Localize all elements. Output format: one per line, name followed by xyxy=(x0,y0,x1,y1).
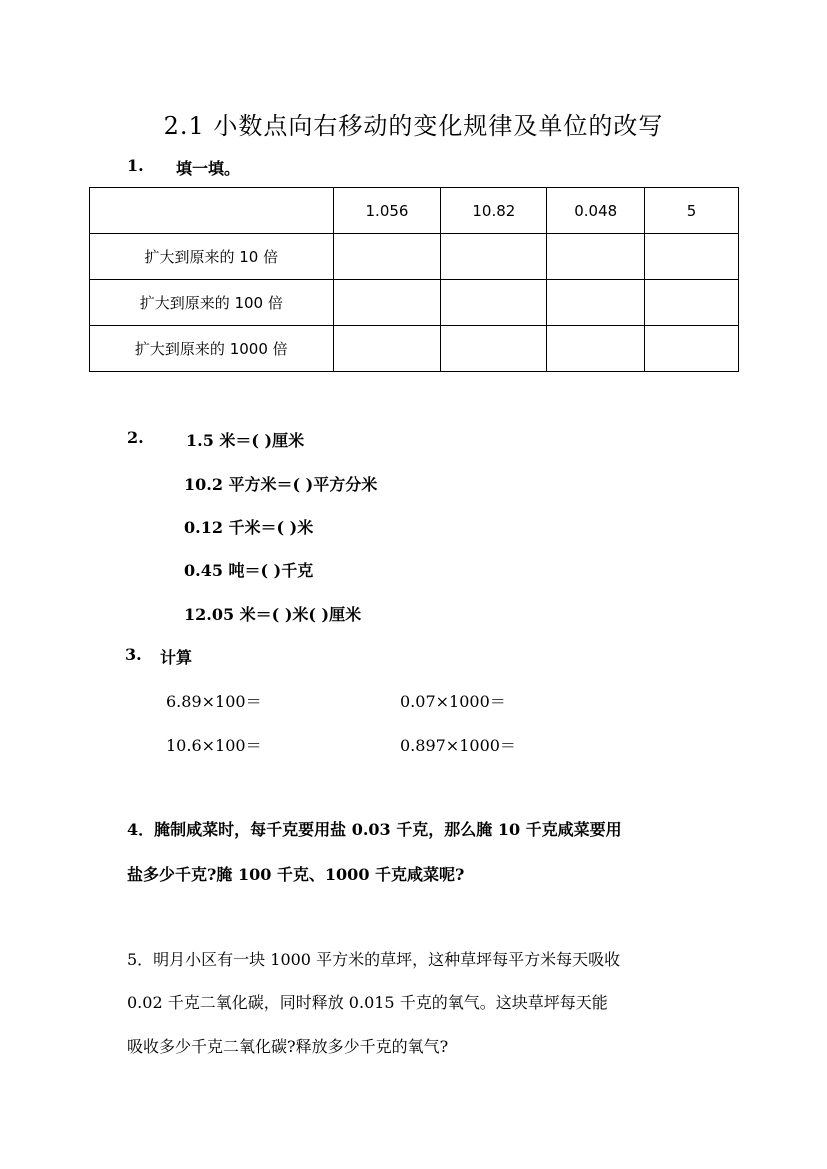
q3-number: 3. xyxy=(125,645,142,664)
row-label: 扩大到原来的 10 倍 xyxy=(90,234,334,280)
q1-number: 1. xyxy=(127,156,144,175)
q2-number: 2. xyxy=(127,428,144,447)
answer-cell[interactable] xyxy=(645,326,739,372)
page-title: 2.1 小数点向右移动的变化规律及单位的改写 xyxy=(163,112,664,140)
answer-cell[interactable] xyxy=(441,234,547,280)
calc-item: 6.89×100＝ xyxy=(166,692,262,711)
answer-cell[interactable] xyxy=(645,234,739,280)
table-header-cell xyxy=(90,188,334,234)
answer-cell[interactable] xyxy=(441,280,547,326)
answer-cell[interactable] xyxy=(333,234,441,280)
table-header-cell: 0.048 xyxy=(547,188,645,234)
q3-instruction: 计算 xyxy=(160,648,193,667)
table-row xyxy=(90,280,739,326)
q4-text-line: 4．腌制咸菜时，每千克要用盐 0.03 千克，那么腌 10 千克咸菜要用 xyxy=(127,820,622,839)
conversion-item: 0.12 千米＝( )米 xyxy=(184,518,314,537)
conversion-item: 1.5 米＝( )厘米 xyxy=(186,431,305,450)
table-header-cell: 1.056 xyxy=(333,188,441,234)
answer-cell[interactable] xyxy=(547,326,645,372)
answer-cell[interactable] xyxy=(441,326,547,372)
answer-cell[interactable] xyxy=(333,326,441,372)
conversion-item: 12.05 米＝( )米( )厘米 xyxy=(184,605,362,624)
q1-instruction: 填一填。 xyxy=(176,159,241,178)
q5-text-line: 5．明月小区有一块 1000 平方米的草坪，这种草坪每平方米每天吸收 xyxy=(127,950,621,969)
calc-item: 10.6×100＝ xyxy=(166,736,262,755)
conversion-item: 10.2 平方米＝( )平方分米 xyxy=(184,475,378,494)
row-label: 扩大到原来的 100 倍 xyxy=(90,280,334,326)
q5-text-line: 吸收多少千克二氧化碳?释放多少千克的氧气? xyxy=(127,1037,449,1056)
table-header-row xyxy=(90,188,739,234)
table-header-cell: 5 xyxy=(645,188,739,234)
conversion-item: 0.45 吨＝( )千克 xyxy=(184,561,314,580)
fill-in-table xyxy=(89,187,739,372)
table-row xyxy=(90,326,739,372)
answer-cell[interactable] xyxy=(333,280,441,326)
calc-item: 0.07×1000＝ xyxy=(400,692,506,711)
row-label: 扩大到原来的 1000 倍 xyxy=(90,326,334,372)
answer-cell[interactable] xyxy=(547,234,645,280)
table-row xyxy=(90,234,739,280)
q4-text-line: 盐多少千克?腌 100 千克、1000 千克咸菜呢? xyxy=(127,865,465,884)
answer-cell[interactable] xyxy=(645,280,739,326)
answer-cell[interactable] xyxy=(547,280,645,326)
q5-text-line: 0.02 千克二氧化碳，同时释放 0.015 千克的氧气。这块草坪每天能 xyxy=(127,993,608,1012)
table-header-cell: 10.82 xyxy=(441,188,547,234)
calc-item: 0.897×1000＝ xyxy=(400,736,516,755)
